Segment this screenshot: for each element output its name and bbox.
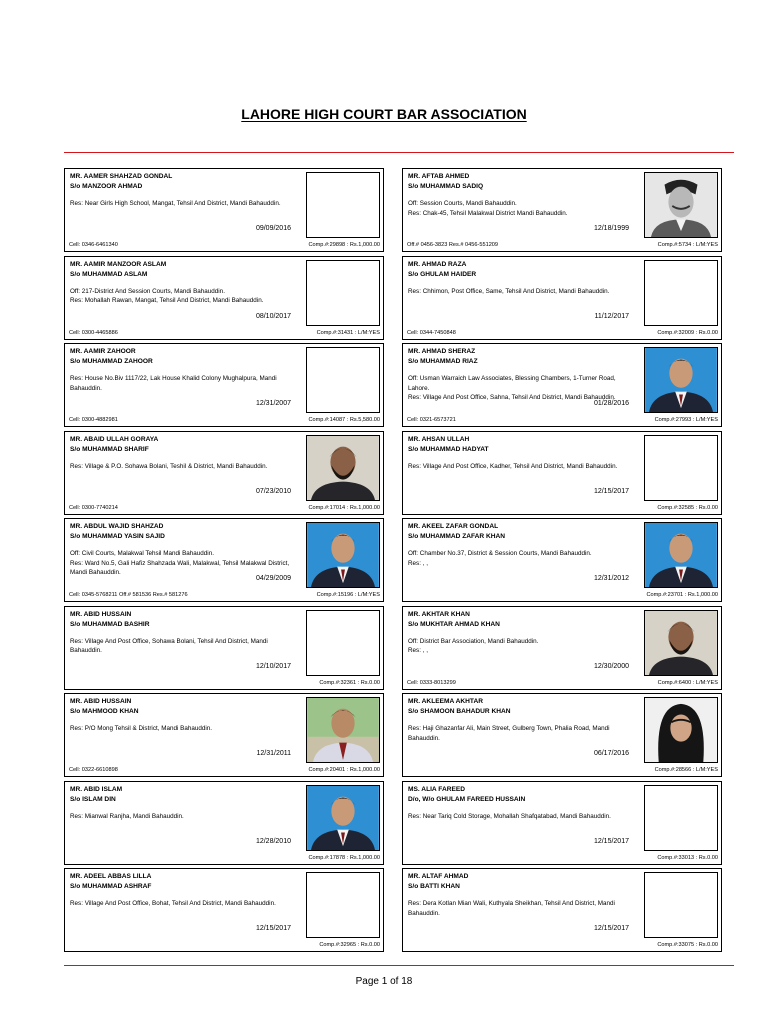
member-address: Res: House No.Biv 1117/22, Lak House Khalid Colony Mughalpura, Mandi Bahauddin. (70, 375, 277, 392)
contact-numbers: Cell: 0300-4465886 (69, 329, 118, 336)
photo-placeholder (644, 435, 718, 501)
parent-name: S/o MUHAMMAD ASHRAF (70, 883, 152, 890)
member-address: Res: Near Tariq Cold Storage, Mohallah Shafqatabad, Mandi Bahauddin. (408, 812, 611, 820)
page-number: Page 1 of 18 (355, 976, 413, 987)
member-address: Off: Usman Warraich Law Associates, Blessing Chambers, 1-Turner Road, Lahore. Res: Village And Post Office, Sahna, Tehsil And District, Mandi Bahauddin. (408, 375, 616, 401)
member-address: Res: Village And Post Office, Sohawa Bolani, Tehsil And District, Mandi Bahauddin. (70, 637, 268, 654)
member-address: Res: Haji Ghazanfar Ali, Main Street, Gulberg Town, Phalia Road, Mandi Bahauddin. (408, 725, 610, 742)
parent-name: S/o MUHAMMAD ASLAM (70, 270, 148, 278)
comp-number: Comp.#:5734 : L/M:YES (657, 242, 718, 248)
member-name: MR. AKEEL ZAFAR GONDAL (408, 523, 499, 530)
enrollment-date: 08/10/2017 (255, 312, 291, 320)
enrollment-date: 09/09/2016 (255, 225, 291, 232)
parent-name: S/o MUHAMMAD SHARIF (70, 445, 149, 453)
member-row (64, 168, 722, 256)
parent-name: S/o MUKHTAR AHMAD KHAN (408, 620, 500, 628)
comp-number: Comp.#:28566 : L/M:YES (654, 767, 718, 773)
member-grid (64, 168, 722, 956)
member-address: Res: Dera Kotlan Mian Wali, Kuthyala Sheikhan, Tehsil And District, Mandi Bahauddin. (408, 900, 615, 917)
page-title: LAHORE HIGH COURT BAR ASSOCIATION (241, 106, 527, 122)
member-row (64, 343, 722, 431)
comp-number: Comp.#:17014 : Rs.1,000.00 (308, 504, 380, 511)
member-card (402, 256, 722, 340)
member-name: MR. AHMAD SHERAZ (408, 348, 476, 355)
member-photo (644, 172, 718, 238)
parent-name: S/o MUHAMMAD SADIQ (408, 183, 484, 190)
photo-placeholder (644, 260, 718, 326)
member-name: MS. ALIA FAREED (408, 785, 466, 793)
member-photo (306, 785, 380, 851)
member-address: Res: Mianwal Ranjha, Mandi Bahauddin. (70, 812, 184, 820)
contact-numbers: Cell: 0321-6573721 (407, 417, 456, 423)
member-card (402, 781, 722, 865)
member-card (64, 518, 384, 602)
member-card (402, 518, 722, 602)
bottom-divider (64, 965, 734, 966)
parent-name: S/o MUHAMMAD YASIN SAJID (70, 533, 165, 540)
member-card (402, 868, 722, 952)
member-address: Off: 217-District And Session Courts, Mandi Bahauddin. Res: Mohallah Rawan, Mangat, Tehsil And District, Mandi Bahauddin. (70, 287, 264, 304)
enrollment-date: 12/15/2017 (593, 925, 629, 932)
member-name: MR. AAMIR MANZOOR ASLAM (70, 260, 167, 268)
member-card (64, 606, 384, 690)
member-row (64, 518, 722, 606)
contact-numbers: Off.# 0456-3823 Res.# 0456-551209 (407, 242, 499, 248)
enrollment-date: 12/31/2011 (256, 750, 291, 757)
member-card (64, 343, 384, 427)
member-name: MR. AAMIR ZAHOOR (70, 348, 136, 355)
photo-placeholder (306, 610, 380, 676)
enrollment-date: 12/31/2012 (593, 575, 629, 582)
parent-name: S/o MUHAMMAD RIAZ (408, 358, 478, 365)
member-card (402, 606, 722, 690)
enrollment-date: 12/18/1999 (593, 225, 629, 232)
member-address: Off: Chamber No.37, District & Session Courts, Mandi Bahauddin. Res: , , (408, 550, 592, 567)
contact-numbers: Cell: 0300-7740214 (69, 504, 118, 511)
photo-placeholder (306, 172, 380, 238)
member-address: Res: Village & P.O. Sohawa Bolani, Teshil & District, Mandi Bahauddin. (70, 462, 268, 470)
contact-numbers: Cell: 0345-5768211 Off.# 581536 Res.# 581276 (69, 592, 188, 598)
member-card (64, 868, 384, 952)
parent-name: D/o, W/o GHULAM FAREED HUSSAIN (408, 795, 526, 803)
enrollment-date: 11/12/2017 (594, 312, 629, 320)
member-address: Res: Village And Post Office, Bohat, Tehsil And District, Mandi Bahauddin. (70, 900, 276, 907)
comp-number: Comp.#:6400 : L/M:YES (657, 679, 718, 686)
member-row (64, 256, 722, 344)
enrollment-date: 12/15/2017 (593, 837, 629, 845)
photo-placeholder (306, 260, 380, 326)
member-photo (644, 610, 718, 676)
parent-name: S/o GHULAM HAIDER (408, 270, 477, 278)
member-name: MR. AKHTAR KHAN (408, 610, 470, 618)
member-card (64, 693, 384, 777)
comp-number: Comp.#:20401 : Rs.1,000.00 (308, 767, 380, 773)
comp-number: Comp.#:32361 : Rs.0.00 (319, 679, 380, 686)
member-row (64, 431, 722, 519)
member-card (402, 693, 722, 777)
member-name: MR. ABAID ULLAH GORAYA (70, 435, 159, 443)
contact-numbers: Cell: 0346-6461340 (69, 242, 118, 248)
member-photo (644, 697, 718, 763)
member-name: MR. AHMAD RAZA (408, 260, 467, 268)
member-photo (644, 347, 718, 413)
member-photo (644, 522, 718, 588)
member-row (64, 693, 722, 781)
comp-number: Comp.#:32585 : Rs.0.00 (657, 504, 718, 511)
comp-number: Comp.#:32009 : Rs.0.00 (657, 329, 718, 336)
comp-number: Comp.#:29898 : Rs.1,000.00 (308, 242, 380, 248)
member-card (402, 431, 722, 515)
contact-numbers: Cell: 0344-7450848 (407, 329, 456, 336)
contact-numbers: Cell: 0300-4882981 (69, 417, 118, 423)
member-row (64, 606, 722, 694)
enrollment-date: 07/23/2010 (255, 487, 291, 495)
member-card (402, 343, 722, 427)
comp-number: Comp.#:32965 : Rs.0.00 (319, 942, 380, 948)
photo-placeholder (644, 872, 718, 938)
member-address: Res: Near Girls High School, Mangat, Tehsil And District, Mandi Bahauddin. (70, 200, 281, 207)
parent-name: S/o BATTI KHAN (408, 883, 460, 890)
member-name: MR. AFTAB AHMED (408, 173, 470, 180)
member-address: Res: P/O Mong Tehsil & District, Mandi Bahauddin. (70, 725, 212, 732)
enrollment-date: 12/15/2017 (255, 925, 291, 932)
enrollment-date: 01/28/2016 (593, 400, 629, 407)
member-name: MR. AAMER SHAHZAD GONDAL (70, 173, 173, 180)
member-photo (306, 697, 380, 763)
parent-name: S/o MUHAMMAD BASHIR (70, 620, 150, 628)
member-name: MR. ABID HUSSAIN (70, 698, 132, 705)
photo-placeholder (306, 872, 380, 938)
comp-number: Comp.#:31431 : L/M:YES (316, 329, 380, 336)
member-name: MR. ABID ISLAM (70, 785, 123, 793)
enrollment-date: 12/28/2010 (255, 837, 291, 845)
member-address: Off: Session Courts, Mandi Bahauddin. Res: Chak-45, Tehsil Malakwal District Mandi Bahauddin. (408, 200, 568, 217)
enrollment-date: 12/31/2007 (255, 400, 291, 407)
enrollment-date: 04/29/2009 (255, 575, 291, 582)
member-photo (306, 522, 380, 588)
parent-name: S/o MUHAMMAD ZAHOOR (70, 358, 153, 365)
comp-number: Comp.#:27993 : L/M:YES (654, 417, 718, 423)
member-address: Res: Chhimon, Post Office, Same, Tehsil And District, Mandi Bahauddin. (408, 287, 610, 295)
member-row (64, 781, 722, 869)
photo-placeholder (644, 785, 718, 851)
contact-numbers: Cell: 0333-8013299 (407, 679, 456, 686)
member-name: MR. ADEEL ABBAS LILLA (70, 873, 152, 880)
enrollment-date: 06/17/2016 (593, 750, 629, 757)
contact-numbers: Cell: 0322-6610898 (69, 767, 118, 773)
member-row (64, 868, 722, 956)
parent-name: S/o MAHMOOD KHAN (70, 708, 139, 715)
enrollment-date: 12/15/2017 (593, 487, 629, 495)
comp-number: Comp.#:23701 : Rs.1,000.00 (646, 592, 718, 598)
member-name: MR. ABID HUSSAIN (70, 610, 132, 618)
comp-number: Comp.#:15196 : L/M:YES (316, 592, 380, 598)
photo-placeholder (306, 347, 380, 413)
comp-number: Comp.#:33013 : Rs.0.00 (657, 854, 718, 861)
member-card (64, 431, 384, 515)
member-photo (306, 435, 380, 501)
member-card (64, 781, 384, 865)
parent-name: S/o MANZOOR AHMAD (70, 183, 143, 190)
enrollment-date: 12/10/2017 (255, 662, 291, 670)
parent-name: S/o MUHAMMAD ZAFAR KHAN (408, 533, 506, 540)
top-divider (64, 152, 734, 153)
member-name: MR. AHSAN ULLAH (408, 435, 470, 443)
member-card (64, 168, 384, 252)
member-card (402, 168, 722, 252)
member-address: Off: District Bar Association, Mandi Bahauddin. Res: , , (408, 637, 539, 654)
parent-name: S/o MUHAMMAD HADYAT (408, 445, 489, 453)
member-address: Off: Civil Courts, Malakwal Tehsil Mandi Bahauddin. Res: Ward No.5, Gali Hafiz Shahzada Wali, Malakwal, Tehsil Malakwal District, Mandi Bahauddin. (70, 550, 290, 576)
enrollment-date: 12/30/2000 (593, 662, 629, 670)
comp-number: Comp.#:33075 : Rs.0.00 (657, 942, 718, 948)
parent-name: S/o SHAMOON BAHADUR KHAN (408, 708, 511, 715)
member-name: MR. ALTAF AHMAD (408, 873, 469, 880)
member-name: MR. ABDUL WAJID SHAHZAD (70, 523, 164, 530)
member-address: Res: Village And Post Office, Kadher, Tehsil And District, Mandi Bahauddin. (408, 462, 618, 470)
comp-number: Comp.#:14087 : Rs.5,580.00 (308, 417, 380, 423)
parent-name: S/o ISLAM DIN (70, 795, 116, 803)
member-name: MR. AKLEEMA AKHTAR (408, 698, 483, 705)
member-card (64, 256, 384, 340)
comp-number: Comp.#:17878 : Rs.1,000.00 (308, 854, 380, 861)
